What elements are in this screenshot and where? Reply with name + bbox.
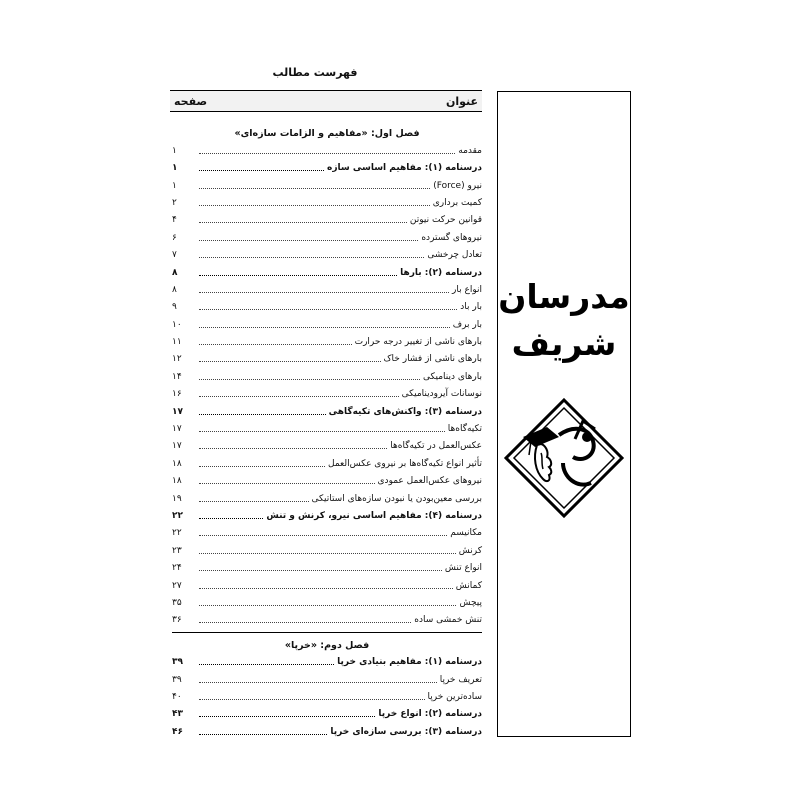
dot-leader	[199, 170, 324, 171]
chapter-title: فصل اول: «مفاهیم و الزامات سازه‌ای»	[234, 128, 420, 140]
toc-item-row	[172, 592, 482, 609]
toc-entry-title: درسنامه (۱): مفاهیم اساسی سازه	[327, 163, 482, 174]
toc-entry-title: کمانش	[455, 580, 482, 591]
page-number: ۱۰	[172, 319, 182, 330]
page-number: ۷	[172, 250, 177, 261]
page-number: ۱	[172, 163, 178, 174]
dot-leader	[199, 466, 325, 467]
toc-item-row	[172, 279, 482, 296]
page-number: ۱۲	[172, 354, 182, 365]
page-number: ۱۸	[172, 458, 182, 469]
page-number: ۱۹	[172, 493, 182, 504]
toc-item-row	[172, 574, 482, 591]
toc-entry-title: درسنامه (۲): انواع خرپا	[378, 709, 482, 720]
toc-entry-title: مقدمه	[458, 145, 482, 156]
toc-item-row	[172, 609, 482, 626]
dot-leader	[199, 622, 411, 623]
page-number: ۳۹	[172, 674, 182, 685]
page-number: ۲۲	[172, 528, 182, 539]
page-number: ۳۹	[172, 657, 183, 668]
toc-item-row	[172, 348, 482, 365]
title-column-header: عنوان	[445, 94, 478, 108]
dot-leader	[199, 205, 430, 206]
page-number: ۴۶	[172, 726, 183, 737]
lesson-row	[172, 720, 482, 737]
dot-leader	[199, 501, 309, 502]
brand-line-2: شریف	[511, 324, 617, 363]
toc-entry-title: درسنامه (۴): مفاهیم اساسی نیرو، کرنش و تنش	[266, 510, 482, 521]
toc-entry-title: درسنامه (۳): واکنش‌های تکیه‌گاهی	[328, 406, 482, 417]
toc-entry-title: پیچش	[459, 597, 482, 608]
lesson-row	[172, 157, 482, 174]
dot-leader	[199, 699, 425, 700]
toc-item-row	[172, 487, 482, 504]
dot-leader	[199, 361, 381, 362]
dot-leader	[199, 431, 445, 432]
toc-item-row	[172, 139, 482, 156]
toc-entry-title: بارهای دینامیکی	[423, 371, 482, 382]
dot-leader	[199, 716, 375, 717]
chapter-heading	[172, 122, 482, 139]
toc-entry-title: تعادل چرخشی	[427, 250, 482, 261]
page-number: ۱۷	[172, 441, 182, 452]
toc-entry-title: تأثیر انواع تکیه‌گاه‌ها بر نیروی عکس‌العمل	[328, 458, 482, 469]
toc-item-row	[172, 668, 482, 685]
dot-leader	[199, 734, 327, 735]
chapter-heading	[172, 633, 482, 650]
toc-item-row	[172, 383, 482, 400]
page-number: ۳۵	[172, 597, 182, 608]
toc-entry-title: نیروهای گسترده	[421, 232, 482, 243]
table-of-contents	[172, 122, 482, 738]
page-column-header: صفحه	[174, 94, 208, 108]
lesson-row	[172, 703, 482, 720]
page-number: ۱۴	[172, 371, 182, 382]
chapter-divider	[172, 626, 482, 633]
page-title: فهرست مطالب	[272, 66, 358, 79]
chapter-title: فصل دوم: «خرپا»	[284, 639, 370, 651]
dot-leader	[199, 379, 420, 380]
dot-leader	[199, 309, 457, 310]
page-number: ۱	[172, 145, 177, 156]
toc-header	[170, 90, 482, 112]
toc-entry-title: انواع بار	[452, 284, 482, 295]
dot-leader	[199, 153, 455, 154]
toc-entry-title: درسنامه (۲): بارها	[400, 267, 482, 278]
toc-item-row	[172, 418, 482, 435]
page-number: ۶	[172, 232, 177, 243]
toc-item-row	[172, 435, 482, 452]
dot-leader	[199, 605, 456, 606]
dot-leader	[199, 682, 437, 683]
page-number: ۱۶	[172, 389, 182, 400]
toc-item-row	[172, 313, 482, 330]
toc-item-row	[172, 296, 482, 313]
toc-entry-title: تکیه‌گاه‌ها	[447, 424, 482, 435]
toc-entry-title: عکس‌العمل در تکیه‌گاه‌ها	[390, 441, 482, 452]
publisher-sidebar	[497, 91, 631, 737]
toc-item-row	[172, 557, 482, 574]
page-number: ۹	[172, 302, 177, 313]
toc-item-row	[172, 209, 482, 226]
page-number: ۴	[172, 215, 177, 226]
toc-entry-title: قوانین حرکت نیوتن	[409, 215, 482, 226]
dot-leader	[199, 275, 397, 276]
brand-line-1: مدرسان	[498, 277, 630, 316]
dot-leader	[199, 553, 456, 554]
toc-entry-title: انواع تنش	[444, 563, 482, 574]
page-number: ۴۳	[172, 709, 183, 720]
page-number: ۲۷	[172, 580, 182, 591]
toc-entry-title: بار باد	[460, 302, 482, 313]
toc-entry-title: درسنامه (۱): مفاهیم بنیادی خرپا	[337, 657, 482, 668]
dot-leader	[199, 222, 407, 223]
toc-entry-title: نیرو (Force)	[433, 180, 482, 191]
dot-leader	[199, 518, 263, 519]
toc-entry-title: تنش خمشی ساده	[414, 615, 482, 626]
toc-item-row	[172, 539, 482, 556]
toc-entry-title: بررسی معین‌بودن یا نبودن سازه‌های استاتیکی	[311, 493, 482, 504]
dot-leader	[199, 588, 453, 589]
page-number: ۲	[172, 197, 177, 208]
page-number: ۱۸	[172, 476, 182, 487]
toc-entry-title: ساده‌ترین خرپا	[427, 691, 482, 702]
dot-leader	[199, 483, 375, 484]
dot-leader	[199, 448, 387, 449]
page-number: ۸	[172, 284, 177, 295]
page-number: ۱	[172, 180, 177, 191]
toc-item-row	[172, 174, 482, 191]
toc-item-row	[172, 192, 482, 209]
dot-leader	[199, 414, 326, 415]
toc-entry-title: نوسانات آیرودینامیکی	[401, 389, 482, 400]
page-number: ۱۱	[172, 337, 182, 348]
toc-entry-title: تعریف خرپا	[439, 674, 482, 685]
dot-leader	[199, 188, 430, 189]
toc-entry-title: کرنش	[458, 545, 482, 556]
dot-leader	[199, 396, 399, 397]
toc-item-row	[172, 470, 482, 487]
lesson-row	[172, 400, 482, 417]
toc-item-row	[172, 226, 482, 243]
toc-entry-title: بار برف	[452, 319, 482, 330]
toc-entry-title: بارهای ناشی از تغییر درجه حرارت	[354, 337, 482, 348]
toc-item-row	[172, 686, 482, 703]
dot-leader	[199, 664, 334, 665]
page-number: ۴۰	[172, 691, 182, 702]
lesson-row	[172, 651, 482, 668]
dot-leader	[199, 257, 424, 258]
toc-item-row	[172, 452, 482, 469]
dot-leader	[199, 570, 442, 571]
publisher-logo-icon	[503, 397, 625, 519]
toc-item-row	[172, 365, 482, 382]
toc-entry-title: بارهای ناشی از فشار خاک	[383, 354, 482, 365]
toc-item-row	[172, 331, 482, 348]
dot-leader	[199, 240, 418, 241]
toc-item-row	[172, 522, 482, 539]
toc-entry-title: کمیت برداری	[432, 197, 482, 208]
lesson-row	[172, 261, 482, 278]
dot-leader	[199, 344, 352, 345]
page-number: ۸	[172, 267, 178, 278]
lesson-row	[172, 505, 482, 522]
page-number: ۱۷	[172, 424, 182, 435]
toc-entry-title: درسنامه (۳): بررسی سازه‌ای خرپا	[330, 726, 482, 737]
toc-item-row	[172, 244, 482, 261]
dot-leader	[199, 535, 447, 536]
page-number: ۲۳	[172, 545, 182, 556]
page-number: ۱۷	[172, 406, 183, 417]
page-number: ۲۴	[172, 563, 182, 574]
dot-leader	[199, 327, 450, 328]
page-number: ۲۲	[172, 510, 183, 521]
dot-leader	[199, 292, 449, 293]
toc-entry-title: نیروهای عکس‌العمل عمودی	[377, 476, 482, 487]
toc-entry-title: مکانیسم	[450, 528, 482, 539]
page-number: ۳۶	[172, 615, 182, 626]
